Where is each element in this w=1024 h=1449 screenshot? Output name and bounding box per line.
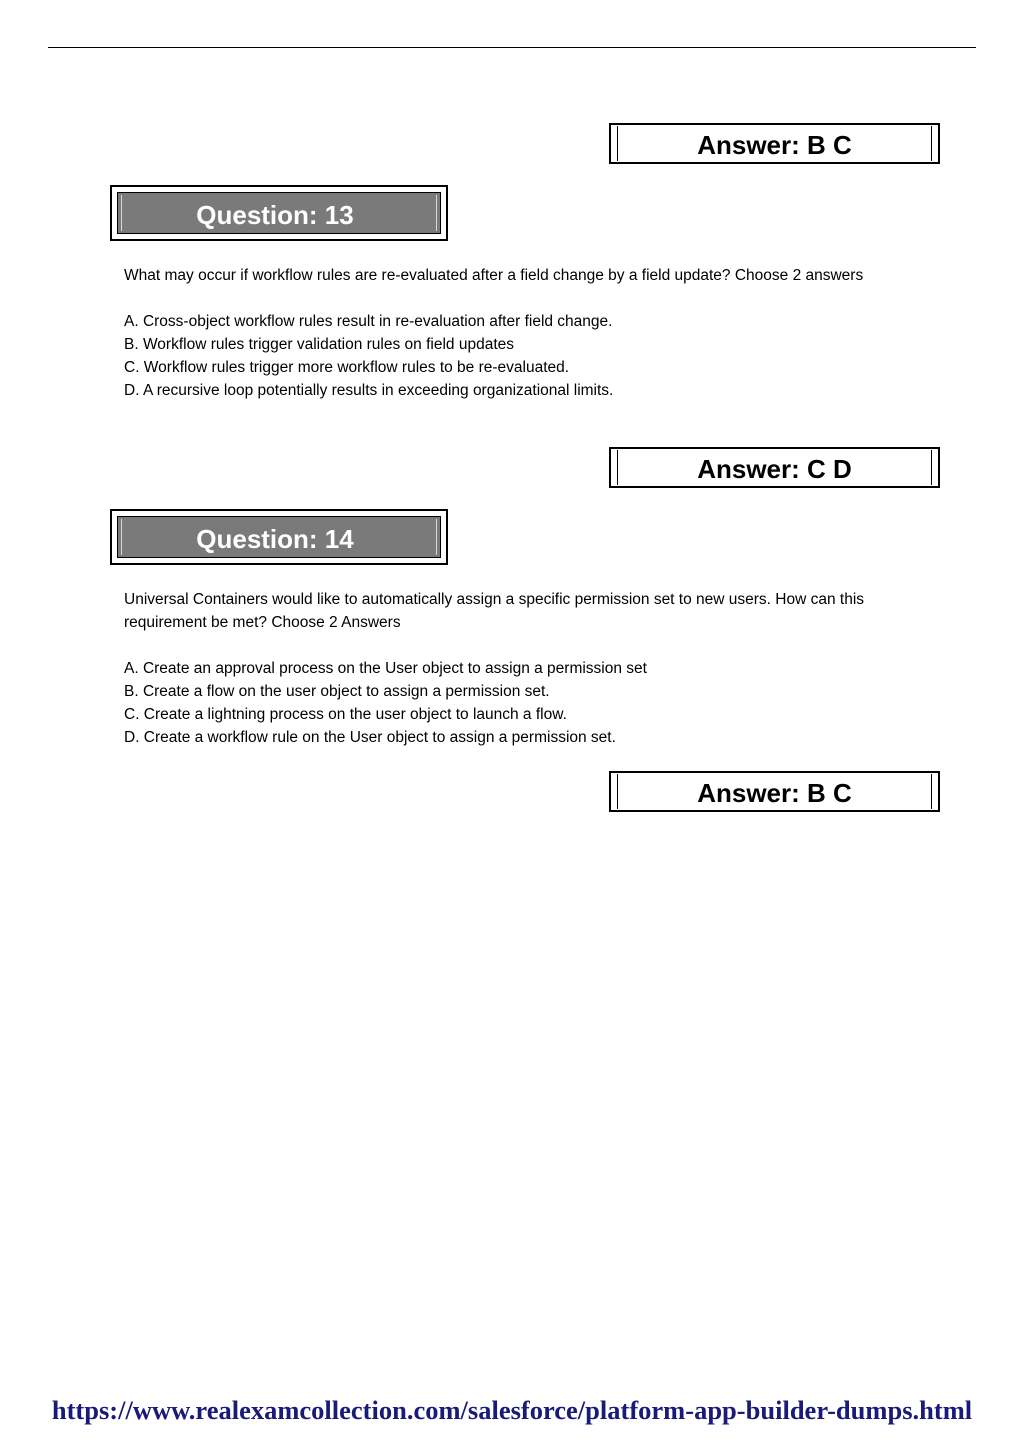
answer-box-question-13 <box>609 447 940 488</box>
option-d: D. Create a workflow rule on the User object to assign a permission set. <box>124 729 616 746</box>
question-13-options <box>124 310 924 402</box>
question-14-heading: Question: 14 <box>196 524 354 554</box>
option-c: C. Workflow rules trigger more workflow rules to be re-evaluated. <box>124 359 570 376</box>
option-b: B. Workflow rules trigger validation rules on field updates <box>124 336 514 353</box>
question-13-heading: Question: 13 <box>196 200 354 230</box>
answer-text: Answer: B C <box>697 778 852 808</box>
option-c: C. Create a lightning process on the user object to launch a flow. <box>124 706 567 723</box>
question-14-options <box>124 657 924 749</box>
option-d: D. A recursive loop potentially results in exceeding organizational limits. <box>124 382 614 399</box>
question-13-banner <box>110 185 448 241</box>
option-b: B. Create a flow on the user object to assign a permission set. <box>124 683 550 700</box>
answer-text: Answer: C D <box>697 454 852 484</box>
question-13-stem: What may occur if workflow rules are re-evaluated after a field change by a field update? Choose 2 answers <box>124 267 864 284</box>
question-14-body <box>124 588 924 749</box>
question-13-body <box>124 264 924 402</box>
answer-box-previous <box>609 123 940 164</box>
answer-text: Answer: B C <box>697 130 852 160</box>
question-banner-inner <box>117 516 441 558</box>
option-a: A. Cross-object workflow rules result in re-evaluation after field change. <box>124 313 613 330</box>
answer-box-question-14 <box>609 771 940 812</box>
footer-url-link[interactable]: https://www.realexamcollection.com/salesforce/platform-app-builder-dumps.html <box>51 1395 973 1425</box>
question-banner-inner <box>117 192 441 234</box>
header-rule <box>48 47 976 48</box>
question-14-banner <box>110 509 448 565</box>
question-14-stem: Universal Containers would like to automatically assign a specific permission set to new users. How can this requirement be met? Choose 2 Answers <box>124 591 865 631</box>
option-a: A. Create an approval process on the User object to assign a permission set <box>124 660 647 677</box>
